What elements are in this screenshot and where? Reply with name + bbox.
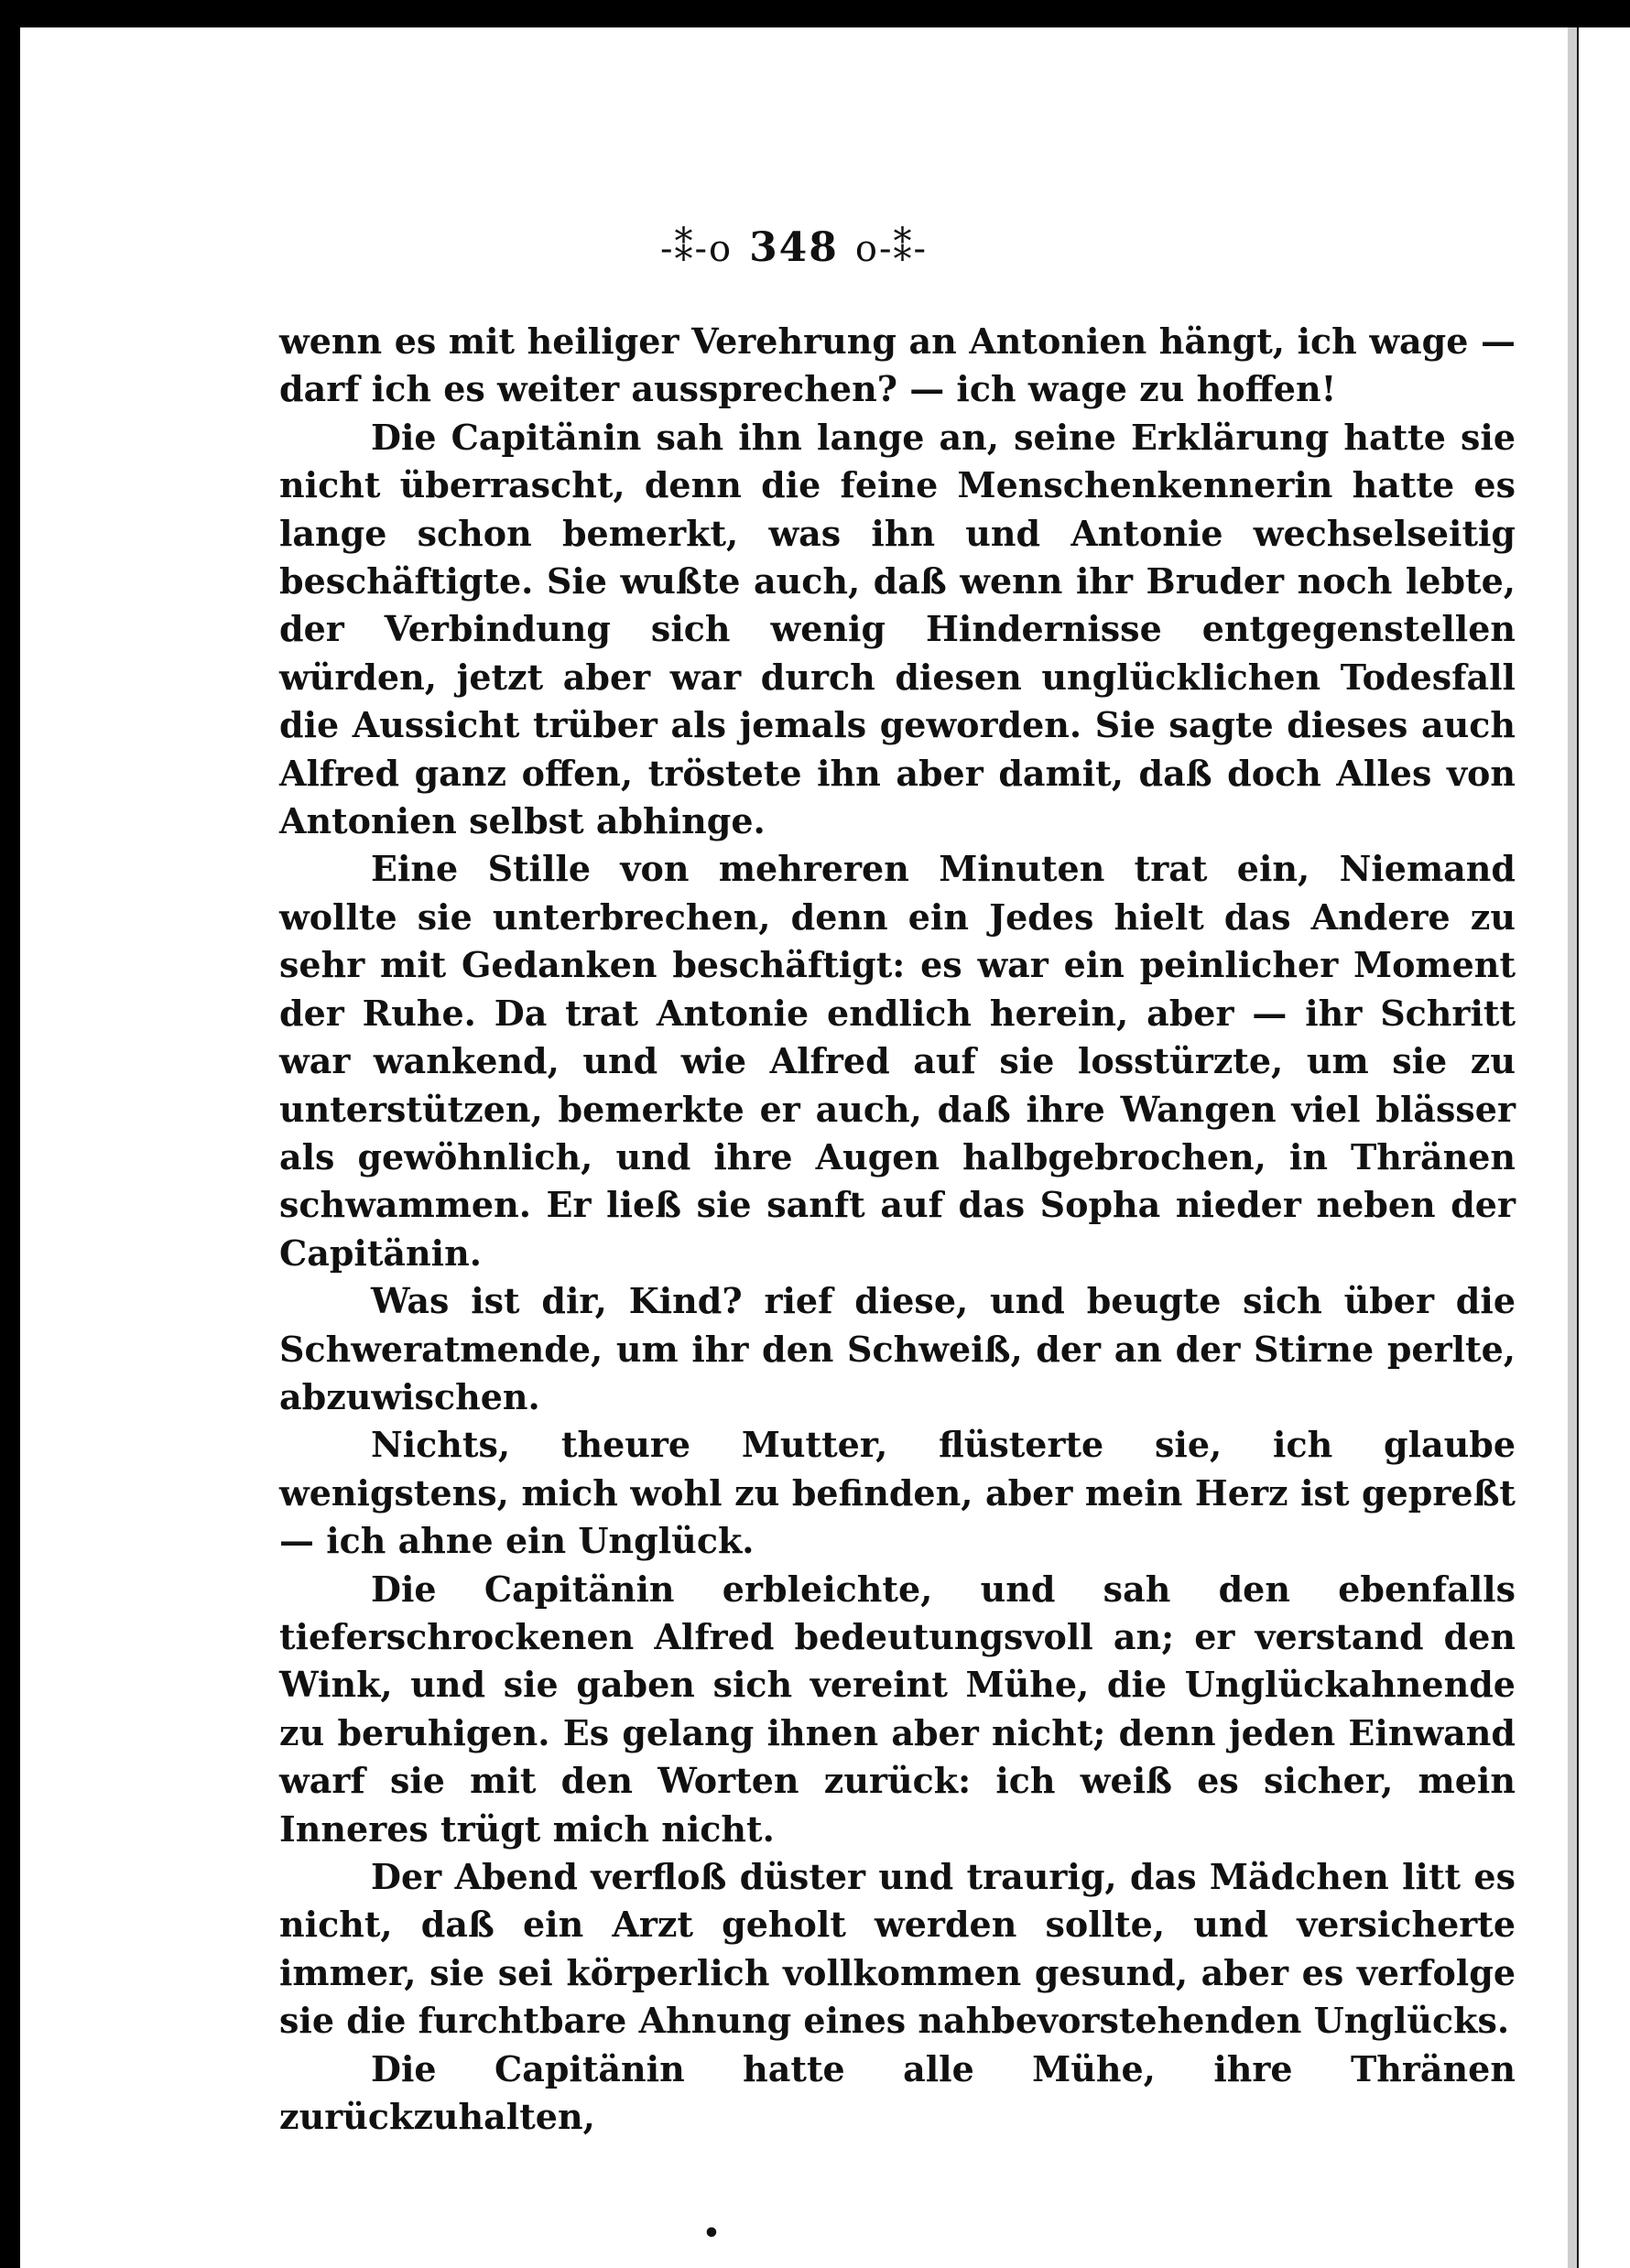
footer-mark: • xyxy=(702,2218,721,2250)
paragraph: Nichts, theure Mutter, flüsterte sie, ich glaube wenigstens, mich wohl zu befinden, aber mein Herz ist gepreßt — ich ahne ein Unglück. xyxy=(279,1424,1516,1562)
page-header xyxy=(20,224,1568,271)
page-number: 348 xyxy=(749,224,839,271)
paragraph: Der Abend verfloß düster und traurig, das Mädchen litt es nicht, daß ein Arzt geholt werden sollte, und versicherte immer, sie sei körperlich vollkommen gesund, aber es verfolge sie die furchtbare Ahnung eines nahbevorstehenden Unglücks. xyxy=(279,1856,1516,2042)
paragraph: Die Capitänin sah ihn lange an, seine Erklärung hatte sie nicht überrascht, denn die feine Menschenkennerin hatte es lange schon bemerkt, was ihn und Antonie wechselseitig beschäftigte. Sie wußte auch, daß wenn ihr Bruder noch lebte, der Verbindung sich wenig Hindernisse entgegenstellen würden, jetzt aber war durch diesen unglücklichen Todesfall die Aussicht trüber als jemals geworden. Sie sagte dieses auch Alfred ganz offen, tröstete ihn aber damit, daß doch Alles von Antonien selbst abhinge. xyxy=(279,416,1516,842)
book-page xyxy=(20,27,1568,2268)
header-ornament-right: o-⁑- xyxy=(854,228,929,270)
paragraph: Eine Stille von mehreren Minuten trat ein, Niemand wollte sie unterbrechen, denn ein Jedes hielt das Andere zu sehr mit Gedanken beschäftigt: es war ein peinlicher Moment der Ruhe. Da trat Antonie endlich herein, aber — ihr Schritt war wankend, und wie Alfred auf sie losstürzte, um sie zu unterstützen, bemerkte er auch, daß ihre Wangen viel blässer als gewöhnlich, und ihre Augen halbgebrochen, in Thränen schwammen. Er ließ sie sanft auf das Sopha nieder neben der Capitänin. xyxy=(279,848,1516,1274)
body-text xyxy=(279,318,1516,2141)
paragraph: Die Capitänin hatte alle Mühe, ihre Thränen zurückzuhalten, xyxy=(279,2047,1516,2138)
next-page-edge xyxy=(1577,27,1630,2268)
paragraph: Die Capitänin erbleichte, und sah den ebenfalls tieferschrockenen Alfred bedeutungsvoll an; er verstand den Wink, und sie gaben sich vereint Mühe, die Unglückahnende zu beruhigen. Es gelang ihnen aber nicht; denn jeden Einwand warf sie mit den Worten zurück: ich weiß es sicher, mein Inneres trügt mich nicht. xyxy=(279,1568,1516,1850)
paragraph: Was ist dir, Kind? rief diese, und beugte sich über die Schweratmende, um ihr den Schweiß, der an der Stirne perlte, abzuwischen. xyxy=(279,1280,1516,1417)
page-edge-shadow xyxy=(1568,27,1577,2268)
paragraph: wenn es mit heiliger Verehrung an Antonien hängt, ich wage — darf ich es weiter aussprechen? — ich wage zu hoffen! xyxy=(279,320,1516,410)
header-ornament-left: -⁑-o xyxy=(659,228,734,270)
